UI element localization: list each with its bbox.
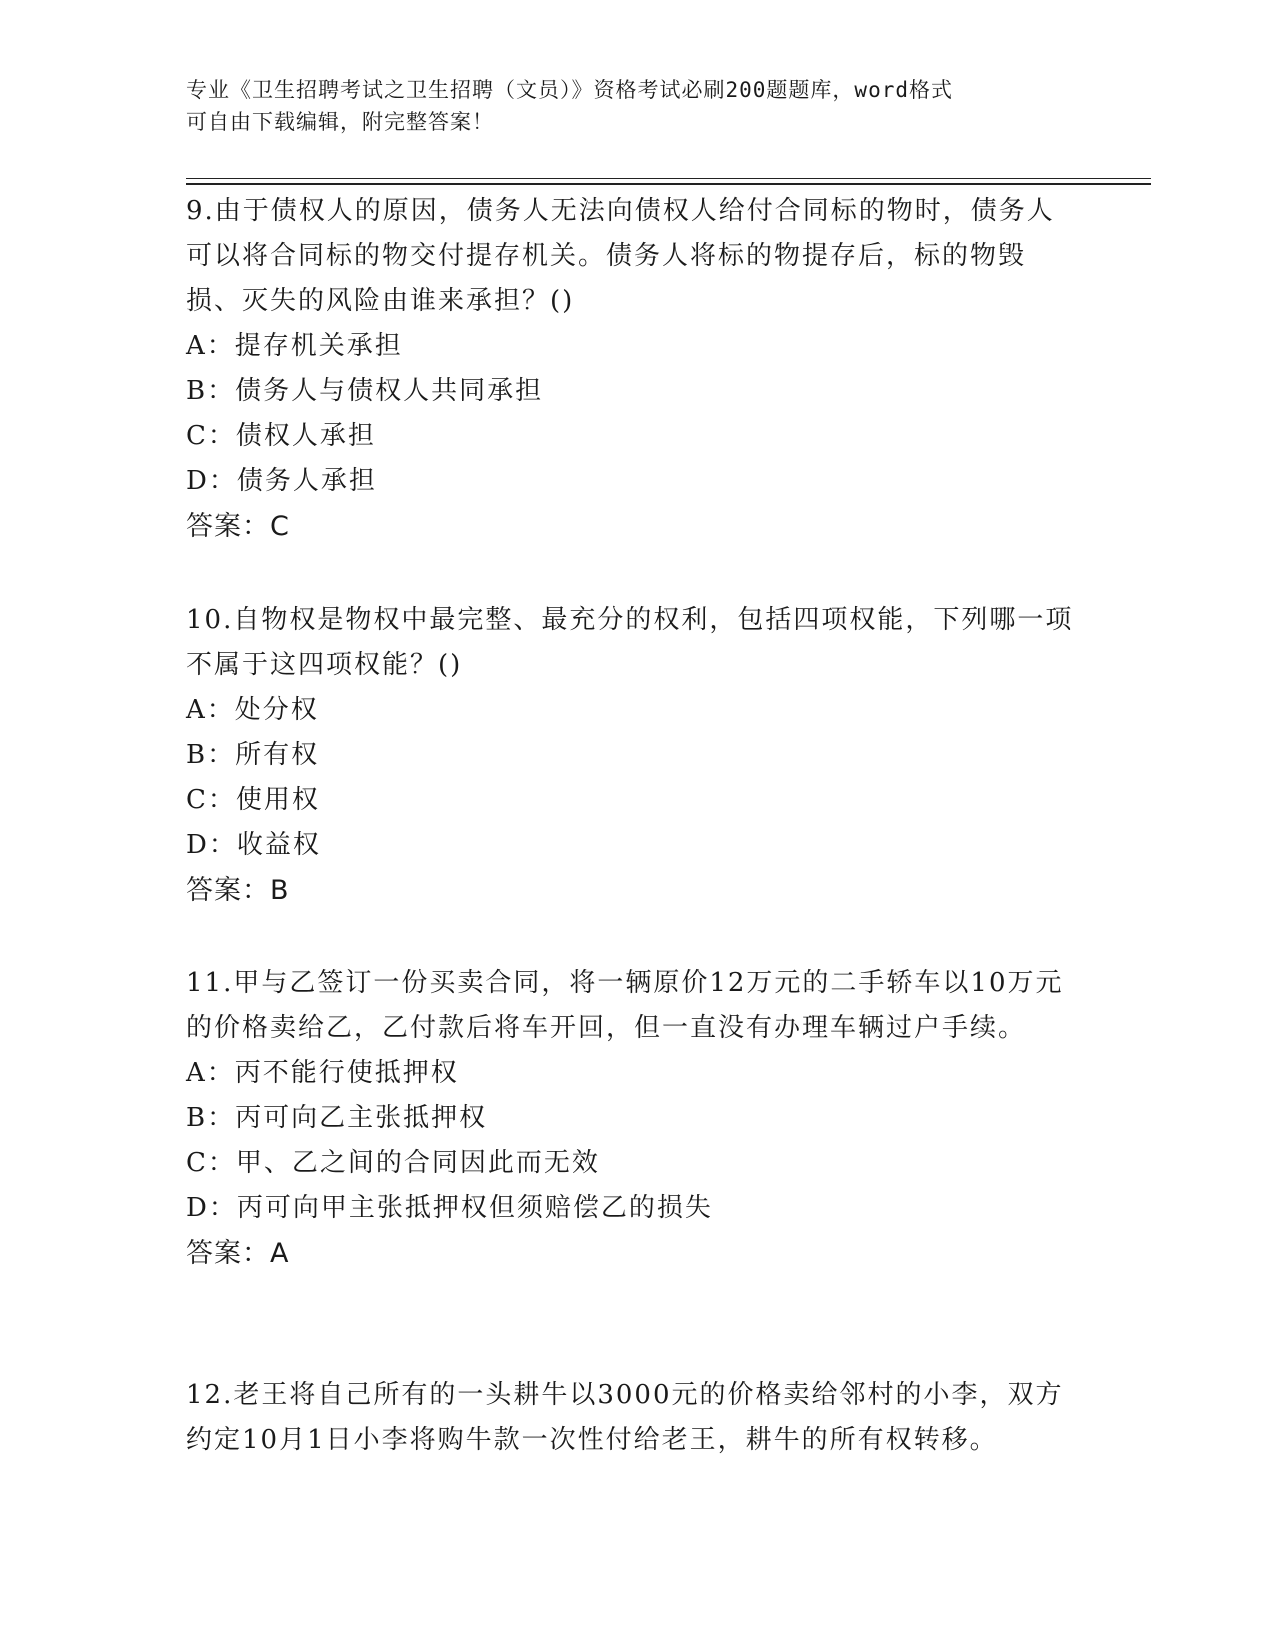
question-stem: 12.老王将自己所有的一头耕牛以3000元的价格卖给邻村的小李，双方约定10月1日小李将购牛款一次性付给老王，耕牛的所有权转移。 [186, 1380, 1064, 1455]
question-stem: 9.由于债权人的原因，债务人无法向债权人给付合同标的物时，债务人可以将合同标的物交付提存机关。债务人将标的物提存后，标的物毁损、灭失的风险由谁来承担？() [186, 196, 1055, 316]
header-line-1: 专业《卫生招聘考试之卫生招聘（文员）》资格考试必刷200题题库，word格式 [186, 78, 953, 102]
option-c: C：使用权 [186, 785, 320, 815]
answer: 答案：C [186, 511, 290, 542]
question-9 [186, 189, 1076, 549]
header-line-2: 可自由下载编辑，附完整答案！ [186, 110, 494, 134]
answer: 答案：B [186, 875, 290, 906]
header-divider-thin [186, 178, 1151, 179]
answer: 答案：A [186, 1238, 290, 1269]
option-d: D：收益权 [186, 830, 321, 860]
option-b: B：丙可向乙主张抵押权 [186, 1103, 488, 1133]
option-c: C：甲、乙之间的合同因此而无效 [186, 1148, 600, 1178]
header-divider-thick [186, 183, 1151, 185]
option-d: D：债务人承担 [186, 466, 377, 496]
option-d: D：丙可向甲主张抵押权但须赔偿乙的损失 [186, 1193, 713, 1223]
question-11 [186, 961, 1076, 1276]
option-b: B：债务人与债权人共同承担 [186, 376, 544, 406]
question-10 [186, 598, 1076, 913]
question-stem: 11.甲与乙签订一份买卖合同，将一辆原价12万元的二手轿车以10万元的价格卖给乙，乙付款后将车开回，但一直没有办理车辆过户手续。 [186, 968, 1064, 1043]
question-stem: 10.自物权是物权中最完整、最充分的权利，包括四项权能，下列哪一项不属于这四项权能？() [186, 605, 1074, 680]
option-c: C：债权人承担 [186, 421, 376, 451]
option-b: B：所有权 [186, 740, 320, 770]
option-a: A：丙不能行使抵押权 [186, 1058, 459, 1088]
document-header [186, 74, 1066, 138]
option-a: A：处分权 [186, 695, 319, 725]
question-12 [186, 1373, 1076, 1463]
option-a: A：提存机关承担 [186, 331, 403, 361]
